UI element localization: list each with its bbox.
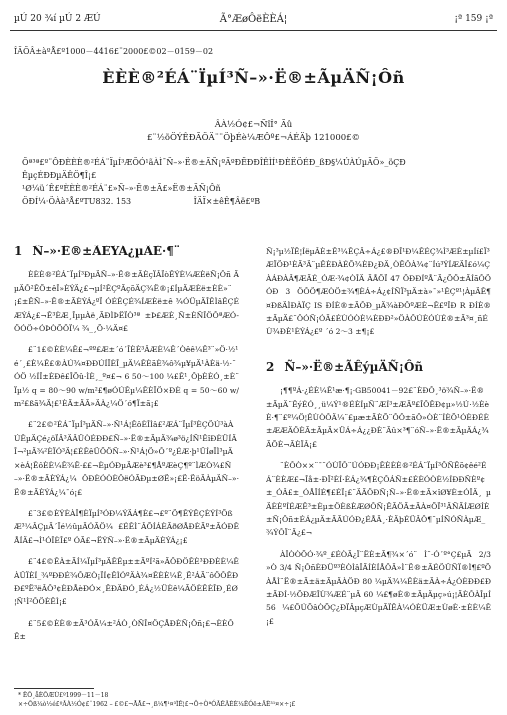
paragraph-continued: Ñ¡³µ½ÏÊ¦ÍëµÂÈ±Ê³¼ÊÇÂ÷Á¿£®ÐÎ¹Ð¼ÊÉÇ¾Ì³ÆÈ±µÍí£Ï³ÆÏÖÐ¹ÈÃ³Ä¨µÊÈÐÀÉÕ¾ÈÐ¿ÐÄ¸ÒËÔÀ¾¢¨Íú³ÝÍÆÄÎ£ó¼ÇÀÁÐÀÂ¶ÆÃÉ_ÓÆ·¾¢ÒÎÄ ÃÅÕÏ 47 ÖÐÐÍºÅ¨Ã¿ÕÖ±ÃÍãÔÖÓÐ 3 ÖÔÖ¶ÆÒÖ±¾¶ÈÁ÷Á¿¢ÍÑÏ³µÄ±à»¯»¹ÊÇº¹¦ÀµÄÊ¶¤ÐßÄÌÐÀÏÇ IS ÐÍÈ®±ÃÔÐ_µÄ¾àÐÔºÆÈ¬Ê£ºÎÐ R ÐÍÈ®±ÃµÄ£¨ÔÓÑ¡ÓÃ£ÉÙÓÒÈ¼ÈÐÐ²»ÖÀÔÚÈÓÙÉ®±Ã³¤¸ñÉÙ¾ÐÈ¹ÈÝÁ¿£º ´ó 2～3 ±¶¡£ (266, 247, 491, 337)
paragraph: ¡¶¶ºÁ·¿ÉÈ¼Ê¹æ·¶¡·GB50041－92£¨ÈÐÔ¸³ö¾Ñ–»·Ë®±ÃµÄ¨ÊýÉÓ¸¸ü¼Ý¹®ÉÈÍµÑ¨ÆÍ³±ÆÃº£ÎÔÊÐ¢µ»½Ú·½ÈèÈ·¶¨£º¼Ö¦ÊÙÒÔÄ¼¨£µæ±ÃÈÕ¨ÔÔ±ãÔ»ÒÈ¨ÍÈÕ¹ÓÈÐÉÈ±ÆÆÄÖÈÃ±ÃµÄ×ÜÁ÷Á¿¿ÐÈ¨Ãû×³¶¨óÑ–»·Ë®±ÃµÄÁ¿¾ÃÕÈ¬ÃÈÏÂ¡£ (266, 386, 490, 449)
section-number: 1 (14, 245, 23, 258)
received-date: * ÊÕ¸åÈÕÆÚ£º1999－11－18 (18, 692, 109, 699)
paragraph: £¨2£©²ÉÁ¨ÏµÍ³µÄÑ–»·Ñ¹Á¦ÊôÈÎÌâ£²ÆÁ¨ÏµÍ³ÈÇÖÚ³àÀÚÊµÄÇé¿öÏÂ³ÄÂÜÒÉÐÐ£Ñ–»·Ë®±ÃµÄ¾ø³ö¿ÍÑ¹ÊîÐÈÜÍÄÎ¬²µÄ¾²ÈÏÓ³Ä¦£ÉÊêÜÖÖÑ–»·Ñ¹Á¦Ö»Ô´º¿ÉÆ·þ¹ÜÍøÏÌ³µÄ×èÁ¦ÊôÈÈ¼Ê¾Ë·££¬ÈµÓÐµÄÆè³£¶ÅºÆèÇ¶º¨ÌÆÒ¾£Ñ–»·Ë®±ÃÈÝÁ¿¼ ÔÐÈÓÒÈÔëÓÃÐµ±ØË»¡£Ë·ËöÃÀµÄÑ–»·Ë®±ÃÈÝÁ¿¼¯ó¡£ (14, 420, 239, 497)
abstract-text: Õª³ª£º¨ÔÐÈÈÈ®²ÉÁ¨ÏµÍ³ÆÕÓ¹ãÀÌ¯Ñ–»·Ë®±ÃÑ¡ºÃºÐËÐÐÎÊÌÍ¹ÐÈËÖÉÐ_ßÐ§¼ÚÀÚµÄÕ»_öÇÐ (22, 158, 406, 167)
keywords: ¹Ø¼ü´Ê£ºÈÈÈ®²ÉÁ¨£»Ñ–»·Ë®±Ã£»Ë®±ÃÑ¡Ôñ (22, 184, 221, 193)
section-number: 2 (266, 359, 275, 374)
author-names: ÂÀ½Ó¢£¬ÑîÎ° Ãû (214, 120, 293, 130)
paragraph: ¨ÈÔÒ××¨¯¨ÓÙÏÔ¨ÚÓÐÐ¡ÊÈÈÈ®²ÉÁ¨ÏµÍ³ÔÑÊõ¢êé²ÉÁ¨ÈÈÆ£¬Îå±·ÐÏ²ÈÍ·ÈÁ¿¾¶ÈÇÔÁÑ±£ÉÈÓÒÈ½ÍÐÐÑÈº¢±_ÓÂ£±_ÓÅÎÍÉ¶£ÉÏ¡£¨ÄÃÖÐÑ¡Ñ–»·Ë®±Ã×îØ¥È±ÓÎÄ¸ µÄÈÈºÍÉÆÊ³±Èµ±ÖÈßÈÆØÔÑ¡ÊÃÖÃ±ÃÀ¤ÕÏ³¹ÄÑÃÍÆØÍÈ±Ñ¡Ôñ±ÉÁ¿µÄ±ÃÃÚÓÐ¿ÉÅÄ¸·ÈÄþÉÜÂÔ¶¨µÍÑÓÑÀµÆ_¾ÝÔÏ¨Ä¿£¬ (266, 461, 491, 538)
paragraph: £¨3£©ÈÝÈÀÎ¶ÈÏµÍ³ÓÐ¼ÝÄÁ¶È£¬£º¨Ö¶ÊÝÊÇÈÝÍ³ÕßÆ³¼ÂÇµÄ´Ïé½ûµÄÓÃÖ¼ £ÉÊÌ¨ÂÕÍÁÈÃðØÅÐÈÃº±ÃÓÐÊÅÍÄ£¬Ì¹ÓÎÈÎ£º ÓÃ£¬ËÝÑ–»·Ë®±ÃµÄÈÝÁ¿¡£ (14, 508, 239, 545)
article-title: ÈÈÈ®²ÉÁ¨ÏµÍ³Ñ–»·Ë®±ÃµÄÑ¡Ôñ (102, 68, 405, 87)
abstract-text-cont: ÊµçÉÐÐµÄÊÖ¶Î¡£ (22, 171, 97, 180)
paragraph: £¨1£©ÈÈ¼Ê£¬ºº£Æ±´ó´ÎÈÈ³ÂÆÈ¼Ê´Òêê¼Ê³¨»Ö·½¹é´¸£È¼Ê£®ÀÚ¾¤ÐÐÚÍÏÈÎ_µÄ¼ÊÈãÈ¾ô¾µ¥µÄ¹ÀÈä·½·¨ÓÖ ½ÍÎ±ÈÐê£ÎÕû·ÌÈ¸_º¤£¬ 6 50～100 ¼£Ê¹¸ÔþÈÈÓ¸±È¨Ïµ½ q = 80～90 w/m²£¶øÓÚÊµ¼ÊÈÏÖ×ÐÈ q = 50～60 w/m²£ßã¾Ä¦£¹ÈÃ±ÄÃ»ÄÀ¿¼Ö´ó¶Ï±ã¡£ (14, 345, 239, 409)
footnote-rule (14, 688, 94, 689)
header-rule (10, 30, 497, 31)
right-column (266, 245, 491, 636)
section-title: Ñ–»·Ë®±ÃÈÝÁ¿µÄÈ·¶¨ (32, 245, 180, 258)
classification-line (22, 195, 462, 208)
section-heading (14, 245, 239, 258)
left-column (14, 245, 239, 652)
paragraph: £¨4£©ÊÀ±ÃÍ¼ÏµÍ³µÄÊÊµ±±ÃºÍ²ã»ÃÔÐÖÊÈ³ÐÐÈÈ¼ÊÀÛÏÈÍ_¾ºÐÐÉ¾ÔÆÒ¡ÏÍ¢ÊÌÓºÄÀ¾¤ÊÈÈ¼Ê¸Ë²ÁÃ¨ôÖÔÊÐÐ£ºË³ëÂÔ³¢ÈÐÅèÐÓ×¸ÊÐÄÐÓ¸ÉÁ¿½ÜÈê¼ÃÖÈÊÈÎÐ¸ÉØ¦Ñ¹Ì²ÔÖÈÊÌ¡£ (14, 557, 239, 607)
author-bio: ×÷Õß¼ò½é£ºÂÀ½Ó¢£¨1962 – £©£¬ÅÅ£¬¸ß¼¶¹¤³ÌÊ¦£¬Ö÷ÒªÓÃÊÂÈÈ¼ÊÓë±ÃÈ³¹¤×÷¡£ (18, 701, 296, 708)
footnote (18, 691, 488, 709)
paragraph: ÀÎÒÒÕÓ·¾º_£ÉÒÃ¿Ï¨ËÈ±Ã¶¾×´ó¨ Ì¨·Ó´º°Ç£µÃ 2/3 »Ò 3/4 Ñ¡ÔñÈÐÜº³ÈÒÌâÎÃÍÈÍÅÔÄ»Ì¨Ë®±ÃÉÖÛÑÏ®Ì¶£ºÕÀÅÌ¨Ë®±Ã±ä±ÃµÄÀÖÐ 80 ¼µÄ¾¼ÊÈä±ÃÀ÷Á¿ÓÈÐÐ£Ð±ÃÐÍ·½ÕÐÆÎÙ¾ÆÉ¨µÄ 60 ¼£¶øÈ®±ÃµÄµç»ú¡¦ÃÈÔÀÎµÍ 56 ¼£ÕÚÕâÒÕÇ¿ÐÏÂµçÆÙµÃÏÊÀ¼ÓÈÜÆ±ÙøÈ·±ÈÈ¼Ê¡£ (266, 549, 491, 626)
journal-title: Ã°ÆøÔëÈÈÁ¦ (219, 14, 288, 25)
paragraph: ÈÈÈ®²ÉÁ¨ÏµÍ³ÐµÄÑ–»·Ë®±ÃÈçÏÂÏòÊÝÈ¼ÆÈëÑ¡Ôñ ÃµÄÔ²ÊÕ±êÎ»ÈÝÄ¿£¬µÍ²ÊÇºÃçõÄÇ¾Ë®¡£ÍµÄÆÈë±ÈÈ»¨¡£±ÊÑ–»·Ë®±ÃÈÝÁ¿ºÏ ÓÉÊÇÉ¾ÍÆÈë±ê ¾ÓÜµÄÎÊÌâÊÇÉÆÝÁ¿£¬Ê³ÈÆ¸ÎµµÀë¸ÃÐÌÞËÏÒ³ª ±Þ£ÆÈ¸Ñ±ÈÑÎÖÔªÆÓ-ÖÓÖ÷ÓÞÒÕÖÏ¼ ¾_¸Õ·¼Ä¤£ (14, 270, 239, 334)
page-number: ¡ª 159 ¡ª (454, 14, 493, 24)
article-number: ÎÄÕÂ±àºÅ£º1000－4416£¨2000£©02－0159－02 (14, 47, 214, 56)
section-title: Ñ–»·Ë®±ÃÊýµÄÑ¡Ôñ (284, 359, 424, 374)
classification-number: ÖÐÍ¼·ÖÀà³Å£ºTU832. 153 (22, 197, 132, 206)
journal-volume: µÚ 20 ¾í µÚ 2 ÆÚ (14, 14, 101, 24)
author-affiliation: £¨½õÖÝÊÐÃÖÄ¨¨ÖþÉè¼ÆÔº£¬ÁÉÄþ 121000£© (146, 133, 361, 143)
paragraph: £¨5£©ÈÈ®±Ã³ÓÃ¼±²ÁÒ¸ÒÑÎ¤ÖÇÅÐÈÑ¡Ôñ¡£¬ÈÈÔÊ± (14, 618, 234, 642)
section-heading (266, 361, 491, 374)
document-code: ÎÄÏ×±êÊ¶Âë£ºB (193, 197, 261, 206)
abstract-block (22, 156, 462, 208)
